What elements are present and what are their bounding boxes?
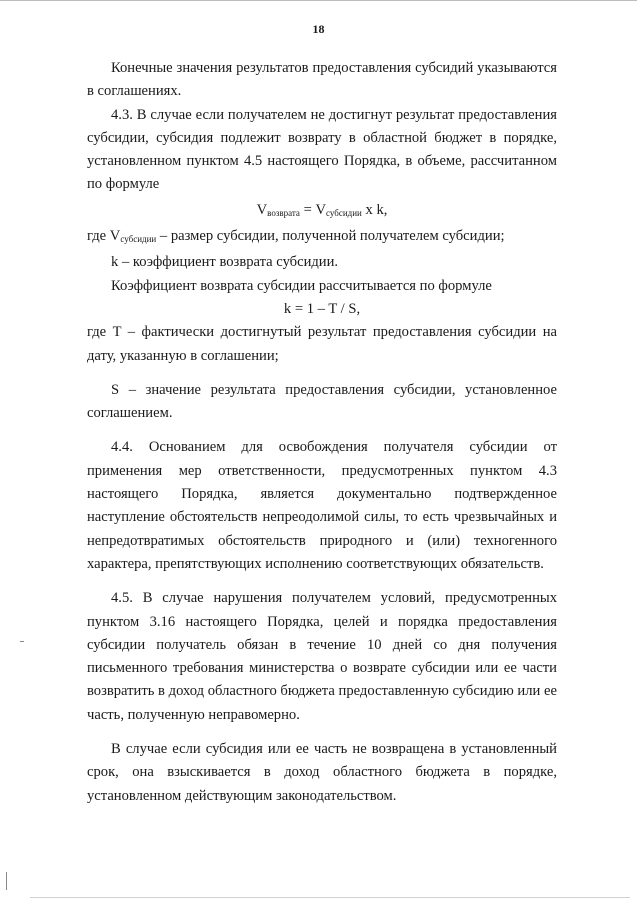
- scan-mark: [6, 872, 7, 890]
- definition-k: k – коэффициент возврата субсидии.: [111, 254, 339, 271]
- paragraph: Коэффициент возврата субсидии рассчитывается по формуле: [111, 277, 492, 294]
- definition-t: где T – фактически достигнутый результат предоставления субсидии на дату, указанную в соглашении;: [87, 324, 557, 364]
- paragraph: Конечные значения результатов предоставления субсидий указываются в соглашениях.: [87, 60, 557, 100]
- formula-return-volume: [87, 199, 557, 225]
- scan-edge-top: [0, 0, 637, 1]
- formula-subscript: возврата: [267, 207, 300, 218]
- definition-v-subsidy: [87, 225, 557, 251]
- paragraph: В случае если субсидия или ее часть не возвращена в установленный срок, она взыскивается в доход областного бюджета в порядке, установленном действующим законодательством.: [87, 741, 557, 804]
- scan-mark: [20, 641, 24, 642]
- definition-text: – размер субсидии, полученной получателем субсидии;: [156, 228, 505, 245]
- paragraph-4-4: 4.4. Основанием для освобождения получателя субсидии от применения мер ответственности, предусмотренных пунктом 4.3 настоящего Порядка, является документально подтвержденное наступление обстоятельств непреодолимой силы, то есть чрезвычайных и непредотвратимых обстоятельств природного и (или) техногенного характера, препятствующих исполнению соответствующих обязательств.: [87, 439, 557, 572]
- formula-subscript: субсидии: [120, 234, 157, 245]
- page-number: 18: [312, 22, 325, 36]
- scan-edge-bottom: [30, 897, 630, 898]
- definition-prefix: где V: [87, 228, 121, 245]
- formula-eq: =: [299, 201, 316, 218]
- definition-s: S – значение результата предоставления субсидии, установленное соглашением.: [87, 381, 557, 422]
- formula-tail: x k,: [361, 201, 388, 218]
- formula-var: V: [256, 201, 268, 218]
- formula-coefficient: k = 1 – T / S,: [283, 300, 361, 317]
- formula-var: V: [315, 201, 326, 218]
- formula-subscript: субсидии: [326, 207, 362, 218]
- document-body: [87, 57, 557, 808]
- paragraph-4-3: 4.3. В случае если получателем не достигнут результат предоставления субсидии, субсидия подлежит возврату в областной бюджет в порядке, установленном пунктом 4.5 настоящего Порядка, в объеме, рассчитанном по формуле: [87, 106, 557, 193]
- paragraph-4-5: 4.5. В случае нарушения получателем условий, предусмотренных пунктом 3.16 настоящего Порядка, целей и порядка предоставления субсидии получатель обязан в течение 10 дней со дня получения письменного требования министерства о возврате субсидии или ее части возвратить в доход областного бюджета предоставленную субсидию или ее часть, полученную неправомерно.: [87, 590, 557, 723]
